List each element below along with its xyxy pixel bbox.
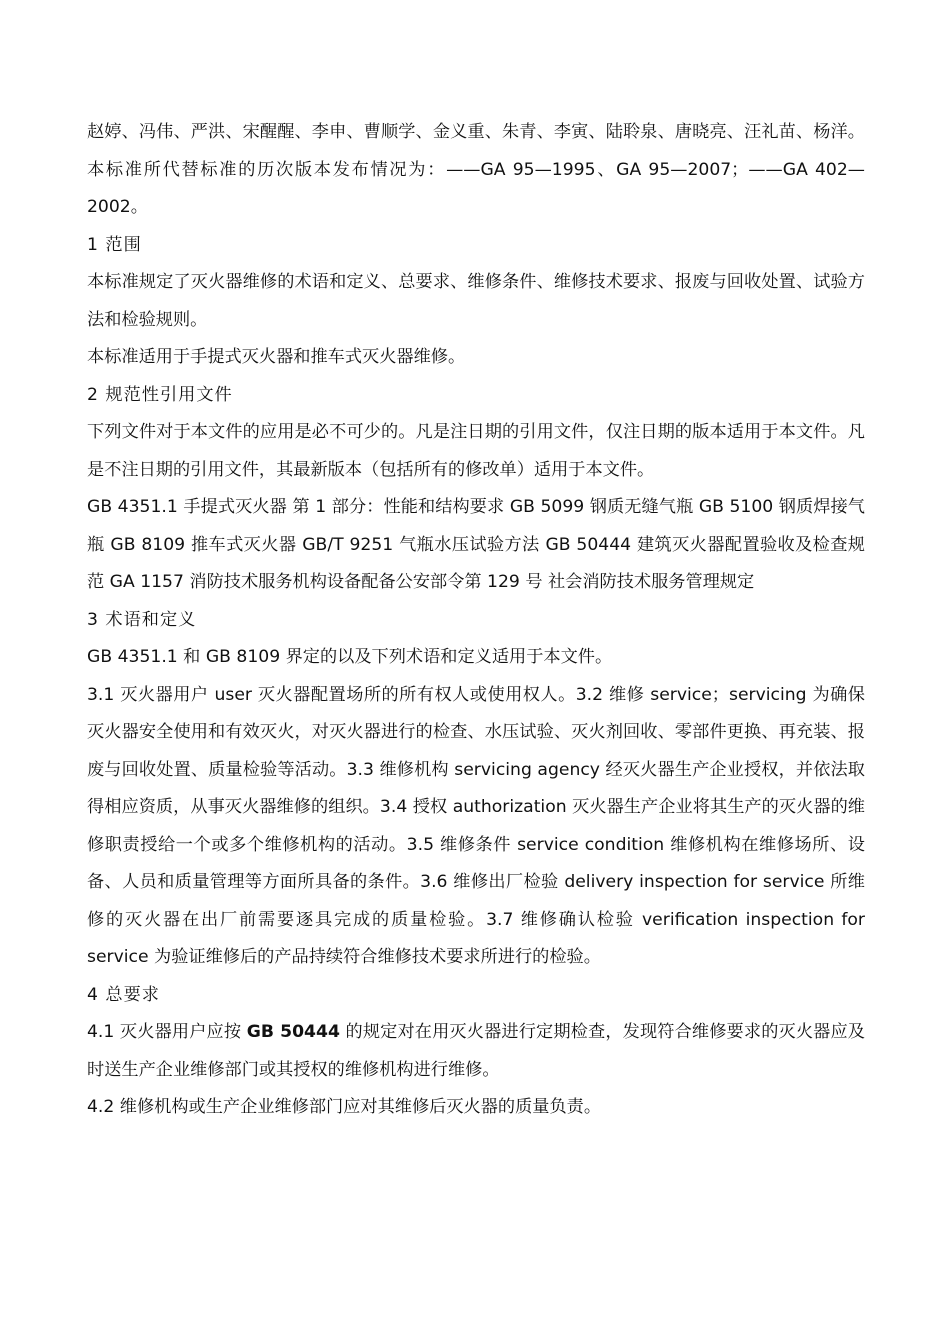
paragraph-requirement-4-2: 4.2 维修机构或生产企业维修部门应对其维修后灭火器的质量负责。 <box>87 1097 602 1117</box>
requirement-4-1-prefix: 4.1 灭火器用户应按 <box>87 1022 247 1042</box>
standard-reference-bold: GB 50444 <box>246 1022 340 1042</box>
heading-scope: 1 范围 <box>87 234 142 255</box>
paragraph-scope-content: 本标准规定了灭火器维修的术语和定义、总要求、维修条件、维修技术要求、报废与回收处置、试验方法和检验规则。 <box>87 272 865 330</box>
heading-normative-references: 2 规范性引用文件 <box>87 384 233 405</box>
heading-general-requirements: 4 总要求 <box>87 984 160 1005</box>
paragraph-scope-applicability: 本标准适用于手提式灭火器和推车式灭火器维修。 <box>87 347 466 367</box>
paragraph-requirement-4-1 <box>87 1014 865 1089</box>
heading-terms-definitions: 3 术语和定义 <box>87 609 197 630</box>
document-body <box>87 114 865 1127</box>
paragraph-references-intro: 下列文件对于本文件的应用是必不可少的。凡是注日期的引用文件，仅注日期的版本适用于本文件。凡是不注日期的引用文件，其最新版本（包括所有的修改单）适用于本文件。 <box>87 422 865 480</box>
paragraph-terms-intro: GB 4351.1 和 GB 8109 界定的以及下列术语和定义适用于本文件。 <box>87 647 613 667</box>
requirement-4-1-suffix: 的规定对在用灭火器进行定期检查，发现符合维修要求的灭火器应及时送生产企业维修部门或其授权的维修机构进行维修。 <box>87 1022 865 1080</box>
paragraph-terms-list: 3.1 灭火器用户 user 灭火器配置场所的所有权人或使用权人。3.2 维修 service；servicing 为确保灭火器安全使用和有效灭火，对灭火器进行的检查、水压试验、灭火剂回收、零部件更换、再充装、报废与回收处置、质量检验等活动。3.3 维修机构 servicing agency 经灭火器生产企业授权，并依法取得相应资质，从事灭火器维修的组织。3.4 授权 authorization 灭火器生产企业将其生产的灭火器的维修职责授给一个或多个维修机构的活动。3.5 维修条件 service condition 维修机构在维修场所、设备、人员和质量管理等方面所具备的条件。3.6 维修出厂检验 delivery inspection for service 所维修的灭火器在出厂前需要逐具完成的质量检验。3.7 维修确认检验 verification inspection for service 为验证维修后的产品持续符合维修技术要求所进行的检验。 <box>87 684 865 967</box>
paragraph-references-list: GB 4351.1 手提式灭火器 第 1 部分：性能和结构要求 GB 5099 钢质无缝气瓶 GB 5100 钢质焊接气瓶 GB 8109 推车式灭火器 GB/T 9251 气瓶水压试验方法 GB 50444 建筑灭火器配置验收及检查规范 GA 1157 消防技术服务机构设备配备公安部令第 129 号 社会消防技术服务管理规定 <box>87 497 865 592</box>
paragraph-drafters-history: 赵婷、冯伟、严洪、宋醒醒、李申、曹顺学、金义重、朱青、李寅、陆聆泉、唐晓亮、汪礼苗、杨洋。本标准所代替标准的历次版本发布情况为：——GA 95—1995、GA 95—2007；——GA 402—2002。 <box>87 122 865 217</box>
